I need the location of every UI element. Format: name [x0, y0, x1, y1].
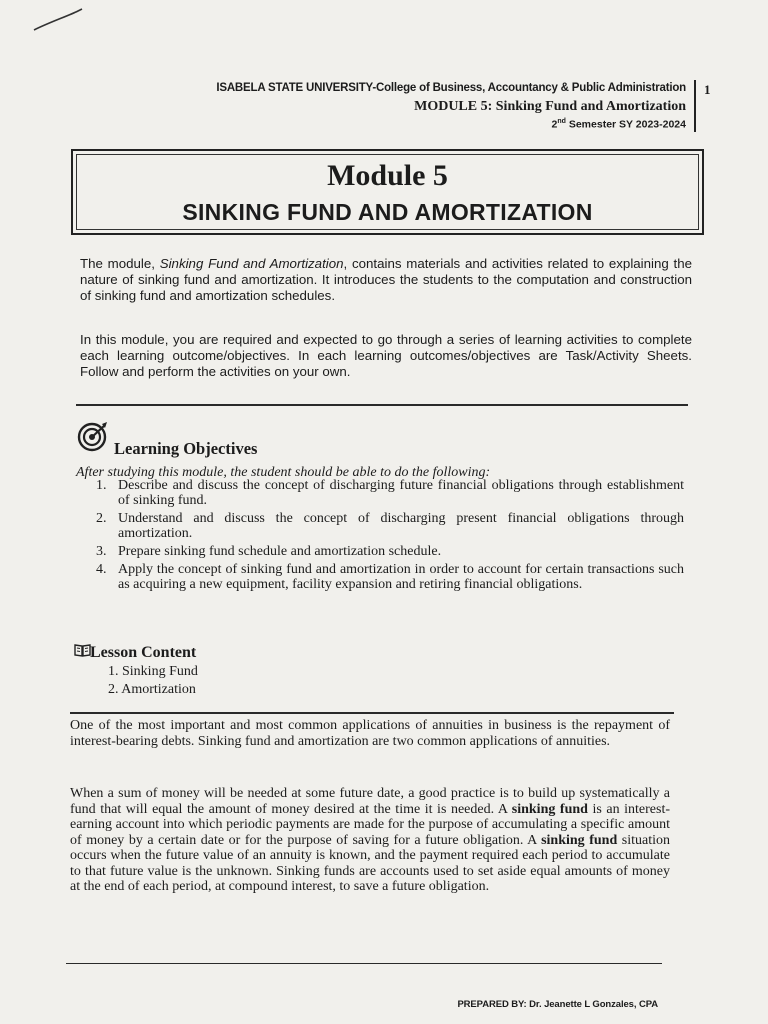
list-item: 1. Describe and discuss the concept of discharging future financial obligations through establishment of sinking fund. — [96, 478, 684, 508]
learning-objectives-heading: Learning Objectives — [114, 439, 258, 458]
section-divider — [70, 712, 674, 714]
list-item: 3. Prepare sinking fund schedule and amortization schedule. — [96, 544, 442, 559]
body-paragraph-1: One of the most important and most common applications of annuities in business is the repayment of interest-bearing debts. Sinking fund and amortization are two common applications of annuities. — [70, 718, 670, 749]
module-subtitle: SINKING FUND AND AMORTIZATION — [182, 199, 593, 225]
module-header: MODULE 5: Sinking Fund and Amortization — [414, 99, 686, 114]
body-paragraph-2: When a sum of money will be needed at some future date, a good practice is to build up systematically a fund that will equal the amount of money desired at the time it is needed. A sinking fund is an interest-earning account into which periodic payments are made for the purpose of accumulating a specific amount of money by a certain date or for the purpose of saving for a future obligation. A sinking fund situation occurs when the future value of an annuity is known, and the payment required each period to accumulate to that future value is the unknown. Sinking funds are accounts used to set aside equal amounts of money at the end of each period, at compound interest, to save a future obligation. — [70, 786, 671, 894]
header-divider — [694, 80, 696, 132]
lesson-content-heading: Lesson Content — [90, 644, 197, 661]
list-item: 2. Amortization — [108, 682, 196, 697]
pen-mark-decoration — [30, 4, 90, 34]
page-number: 1 — [704, 82, 711, 97]
prepared-by: PREPARED BY: Dr. Jeanette L Gonzales, CPA — [457, 999, 658, 1010]
objectives-list — [96, 478, 684, 595]
title-box — [71, 149, 704, 235]
book-icon — [74, 643, 91, 657]
semester-header: 2nd Semester SY 2023-2024 — [551, 118, 686, 131]
target-icon — [76, 420, 110, 452]
module-title: Module 5 — [327, 159, 448, 192]
objectives-intro: After studying this module, the student should be able to do the following: — [76, 465, 491, 480]
list-item: 2. Understand and discuss the concept of discharging present financial obligations through amortization. — [96, 511, 684, 541]
university-header: ISABELA STATE UNIVERSITY-College of Business, Accountancy & Public Administration — [216, 82, 686, 94]
list-item: 1. Sinking Fund — [108, 664, 198, 679]
section-divider — [76, 404, 688, 406]
list-item: 4. Apply the concept of sinking fund and amortization in order to account for certain transactions such as acquiring a new equipment, facility expansion and retiring financial obligations. — [96, 562, 684, 592]
footer-divider — [66, 963, 662, 964]
intro-paragraph-1: The module, Sinking Fund and Amortization, contains materials and activities related to explaining the nature of sinking fund and amortization. It introduces the students to the computation and construction of sinking fund and amortization schedules. — [80, 256, 693, 303]
intro-paragraph-2: In this module, you are required and expected to go through a series of learning activities to complete each learning outcome/objectives. In each learning outcomes/objectives are Task/Activity Sheets. Follow and perform the activities on your own. — [80, 332, 692, 379]
lesson-list — [108, 663, 198, 699]
